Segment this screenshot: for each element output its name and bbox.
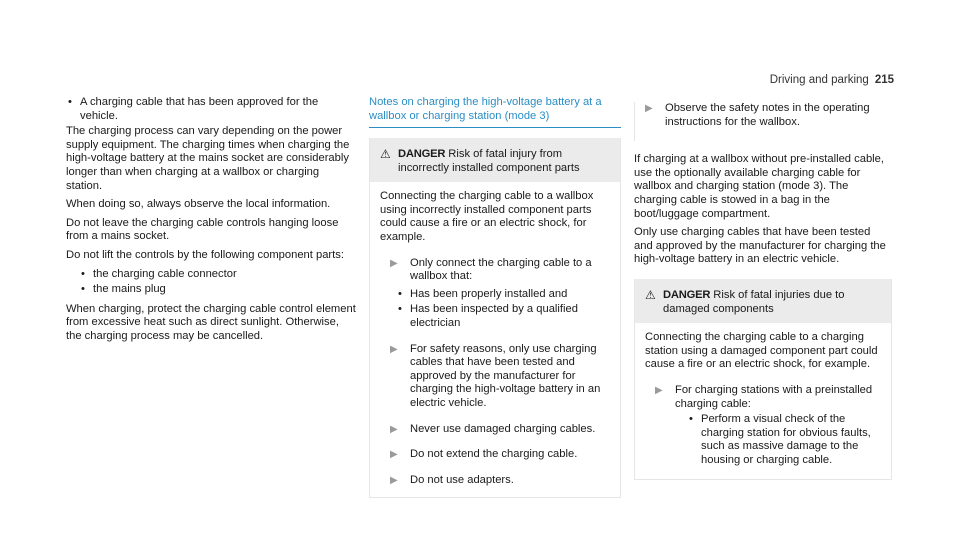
title-divider — [369, 127, 621, 128]
paragraph: When doing so, always observe the local information. — [66, 198, 331, 211]
step-text: For charging stations with a preinstalled charging cable: — [675, 383, 873, 410]
step-text: For safety reasons, only use charging cables that have been tested and approved by the manufacturer for charging the high-voltage battery in an electric vehicle. — [410, 342, 601, 409]
arrow-right-icon: ▶ — [645, 103, 653, 114]
danger-box — [369, 138, 621, 498]
section-title: Notes on charging the high-voltage battery at a wallbox or charging station (mode 3) — [369, 96, 602, 122]
list-item: • Has been inspected by a qualified electrician — [396, 303, 610, 330]
warning-triangle-icon: ⚠ — [645, 287, 656, 302]
step-sublist — [645, 413, 881, 467]
column-1 — [66, 96, 356, 349]
step-text: Never use damaged charging cables. — [410, 422, 596, 435]
column-3 — [634, 96, 892, 480]
instruction-step — [635, 102, 892, 129]
arrow-right-icon: ▶ — [655, 384, 663, 396]
step-text: Do not use adapters. — [410, 473, 514, 486]
arrow-right-icon: ▶ — [390, 343, 398, 355]
danger-body — [635, 323, 891, 479]
page-header — [770, 74, 894, 88]
paragraph: Only use charging cables that have been tested and approved by the manufacturer for charging the high-voltage battery in an electric vehicle. — [634, 226, 886, 266]
danger-box — [634, 279, 892, 481]
danger-label: DANGER — [663, 288, 711, 301]
instruction-step — [380, 343, 610, 411]
instruction-step — [380, 423, 610, 437]
arrow-right-icon: ▶ — [390, 257, 398, 269]
paragraph: Connecting the charging cable to a wallbox using incorrectly installed component parts could cause a fire or an electric shock, for example. — [380, 190, 594, 243]
instruction-step — [380, 448, 610, 462]
paragraph: If charging at a wallbox without pre-installed cable, use the optionally available charging cable for wallbox and charging station (mode 3). The charging cable is stowed in a bag in the boot/luggage compartment. — [634, 153, 884, 220]
arrow-right-icon: ▶ — [390, 474, 398, 486]
step-text: Do not extend the charging cable. — [410, 448, 578, 461]
warning-triangle-icon: ⚠ — [380, 147, 391, 161]
paragraph: Do not leave the charging cable controls hanging loose from a mains socket. — [66, 216, 339, 243]
column-2 — [369, 96, 621, 498]
continued-step-box — [634, 102, 892, 141]
danger-label: DANGER — [398, 148, 446, 160]
step-sublist — [380, 288, 610, 331]
instruction-step — [380, 257, 610, 284]
paragraph: Do not lift the controls by the following component parts: — [66, 248, 344, 261]
danger-header — [370, 138, 620, 182]
list-item: • the charging cable connector — [79, 268, 356, 282]
step-text: Only connect the charging cable to a wallbox that: — [410, 256, 592, 283]
list-item: • Perform a visual check of the charging station for obvious faults, such as massive damage to the housing or charging cable. — [687, 413, 881, 467]
step-text: Observe the safety notes in the operating instructions for the wallbox. — [665, 102, 870, 128]
section-name: Driving and parking — [769, 74, 869, 86]
list-item: • A charging cable that has been approved for the vehicle. — [66, 96, 356, 123]
paragraph: Connecting the charging cable to a charging station using a damaged component part could cause a fire or an electric shock, for example. — [645, 331, 878, 371]
instruction-step — [645, 384, 881, 411]
list-item: • Has been properly installed and — [396, 288, 610, 302]
arrow-right-icon: ▶ — [390, 423, 398, 435]
danger-body — [370, 182, 620, 497]
danger-heading: Risk of fatal injuries due to damaged components — [663, 288, 845, 315]
page-number: 215 — [874, 74, 894, 86]
list-item: • the mains plug — [79, 283, 356, 297]
instruction-step — [380, 474, 610, 488]
paragraph: When charging, protect the charging cable control element from excessive heat such as direct sunlight. Otherwise, the charging process may be cancelled. — [66, 302, 356, 342]
paragraph: The charging process can vary depending on the power supply equipment. The charging times when charging the high-voltage battery at the mains socket are considerably longer than when charging at a wallbox or charging station. — [66, 125, 350, 192]
danger-heading: Risk of fatal injury from incorrectly installed component parts — [398, 148, 580, 174]
danger-header — [635, 279, 891, 323]
arrow-right-icon: ▶ — [390, 449, 398, 461]
